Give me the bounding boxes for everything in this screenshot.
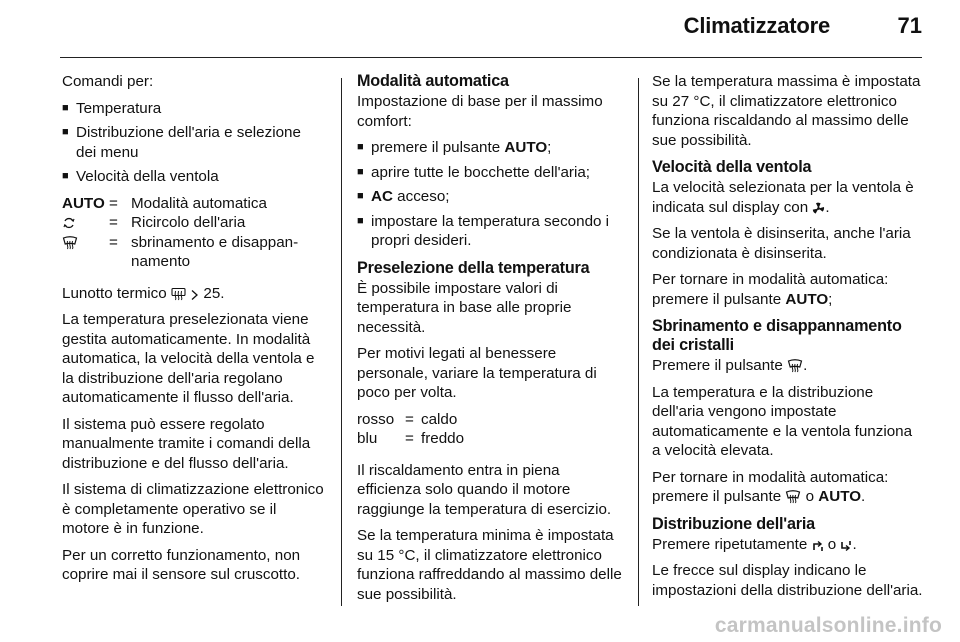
paragraph: [652, 270, 924, 309]
legend-eq: =: [405, 430, 414, 447]
text: o: [823, 535, 841, 553]
legend-eq: =: [109, 194, 118, 212]
button-ref-auto: AUTO: [504, 139, 548, 156]
text: Premere il pulsante: [652, 357, 788, 374]
button-ref-ac: AC: [371, 188, 393, 205]
text: Per tornare in modalità automatica: premere il pulsante: [652, 468, 889, 505]
paragraph: È possibile impostare valori di temperatura in base alle proprie necessità.: [357, 279, 572, 336]
paragraph: [652, 468, 924, 507]
paragraph: Per motivi legati al benessere personale, variare la temperatura di poco per volta.: [357, 345, 597, 401]
paragraph: Il riscaldamento entra in piena efficienza solo quando il motore raggiunge la temperatura di esercizio.: [357, 461, 612, 518]
legend-eq: =: [405, 410, 414, 428]
text: Per tornare in modalità automatica: premere il pulsante: [652, 271, 889, 308]
rear-window-heating-icon: [171, 287, 186, 301]
fan-icon: [812, 202, 825, 215]
legend-key: rosso: [357, 410, 395, 428]
text: ;: [828, 290, 833, 308]
legend-eq: =: [109, 214, 118, 231]
rear-window-page-ref: 25.: [203, 284, 225, 302]
section-heading-air-distribution: Distribuzione dell'aria: [652, 514, 815, 533]
text: .: [825, 198, 830, 216]
paragraph: La temperatura e la distribuzione dell'aria vengono impostate automaticamente e la ventola funziona a velocità elevata.: [652, 383, 913, 459]
header-rule: [60, 57, 922, 58]
air-distribution-up-icon: [812, 540, 824, 552]
text: Premere ripetutamente: [652, 535, 812, 553]
list-item: ■ impostare la temperatura secondo i propri desideri.: [357, 212, 627, 251]
legend-value: Ricircolo dell'aria: [131, 214, 246, 231]
watermark: carmanualsonline.info: [714, 614, 942, 637]
air-distribution-down-icon: [840, 540, 852, 552]
paragraph: [652, 535, 924, 555]
paragraph: Se la temperatura minima è impostata su 15 °C, il climatizzatore elettronico funziona raffreddando al massimo delle sue possibilità.: [357, 527, 622, 603]
legend-row: [62, 194, 325, 214]
legend-row: [357, 410, 464, 430]
text: La velocità selezionata per la ventola è indicata sul display con: [652, 179, 914, 216]
text: .: [861, 488, 866, 505]
controls-list: [62, 99, 325, 187]
list-item: ■ Distribuzione dell'aria e selezione dei menu: [62, 123, 325, 162]
page-header-title: Climatizzatore: [683, 13, 830, 38]
legend-row: [62, 213, 325, 233]
section-heading-auto-mode: Modalità automatica: [357, 72, 509, 90]
rear-window-heating-line: [62, 284, 325, 304]
legend-row: [62, 233, 325, 272]
button-legend: [62, 194, 325, 272]
paragraph: [652, 356, 924, 376]
list-item: [357, 187, 627, 207]
legend-key: AUTO: [62, 194, 105, 212]
page-number: 71: [897, 13, 922, 38]
legend-key: [62, 233, 109, 272]
text: .: [803, 357, 808, 374]
legend-eq: =: [109, 233, 118, 251]
list-item: ■ Temperatura: [62, 99, 325, 119]
paragraph: Il sistema può essere regolato manualmente tramite i comandi della distribuzione e del flusso dell'aria.: [62, 415, 311, 472]
section-heading-temperature: Preselezione della temperatura: [357, 258, 590, 277]
column-divider-1: [341, 78, 342, 606]
step-text: premere il pulsante: [371, 139, 505, 156]
step-text: acceso;: [392, 188, 450, 205]
windscreen-defrost-icon: [787, 359, 803, 373]
legend-row: [357, 429, 464, 449]
page-reference-arrow-icon: [190, 289, 199, 301]
column-divider-2: [638, 78, 639, 606]
button-ref-auto: AUTO: [785, 290, 829, 308]
list-item: ■ Velocità della ventola: [62, 167, 325, 187]
button-ref-auto: AUTO: [818, 488, 862, 505]
column-2: [357, 72, 627, 611]
recirculation-icon: [62, 216, 76, 230]
rear-window-label: Lunotto termico: [62, 284, 167, 302]
paragraph: Se la temperatura massima è impostata su 27 °C, il climatizzatore elettronico funziona riscaldando al massimo delle sue possibilità.: [652, 73, 921, 149]
controls-intro: Comandi per:: [62, 73, 154, 90]
paragraph: Per un corretto funzionamento, non coprire mai il sensore sul cruscotto.: [62, 546, 301, 583]
paragraph: Le frecce sul display indicano le impostazioni della distribuzione dell'aria.: [652, 562, 923, 599]
legend-value: sbrinamento e disappan-namento: [131, 233, 299, 270]
legend-value: caldo: [421, 410, 458, 428]
paragraph: La temperatura preselezionata viene gestita automaticamente. In modalità automatica, la velocità della ventola e la distribuzione dell'aria regolano automaticamente il flusso dell'aria.: [62, 311, 315, 406]
list-item: ■ aprire tutte le bocchette dell'aria;: [357, 163, 627, 183]
temperature-color-legend: [357, 410, 464, 449]
paragraph: Se la ventola è disinserita, anche l'aria condizionata è disinserita.: [652, 225, 911, 262]
legend-key: blu: [357, 430, 378, 447]
section-heading-fan-speed: Velocità della ventola: [652, 158, 812, 176]
column-3: [652, 72, 924, 607]
legend-value: freddo: [421, 430, 465, 447]
windscreen-defrost-icon: [785, 490, 801, 504]
column-1: [62, 72, 325, 592]
paragraph: [652, 178, 924, 217]
windscreen-defrost-icon: [62, 236, 78, 250]
section-heading-defrost: Sbrinamento e disappannamento dei cristalli: [652, 317, 902, 354]
text: o: [801, 488, 819, 505]
legend-key: [62, 213, 109, 233]
step-text: ;: [547, 139, 552, 156]
paragraph: Il sistema di climatizzazione elettronico è completamente operativo se il motore è in funzione.: [62, 481, 324, 537]
list-item: [357, 138, 627, 158]
auto-steps-list: [357, 138, 627, 251]
legend-value: Modalità automatica: [131, 194, 267, 212]
text: .: [852, 535, 857, 553]
paragraph: Impostazione di base per il massimo comfort:: [357, 93, 603, 130]
